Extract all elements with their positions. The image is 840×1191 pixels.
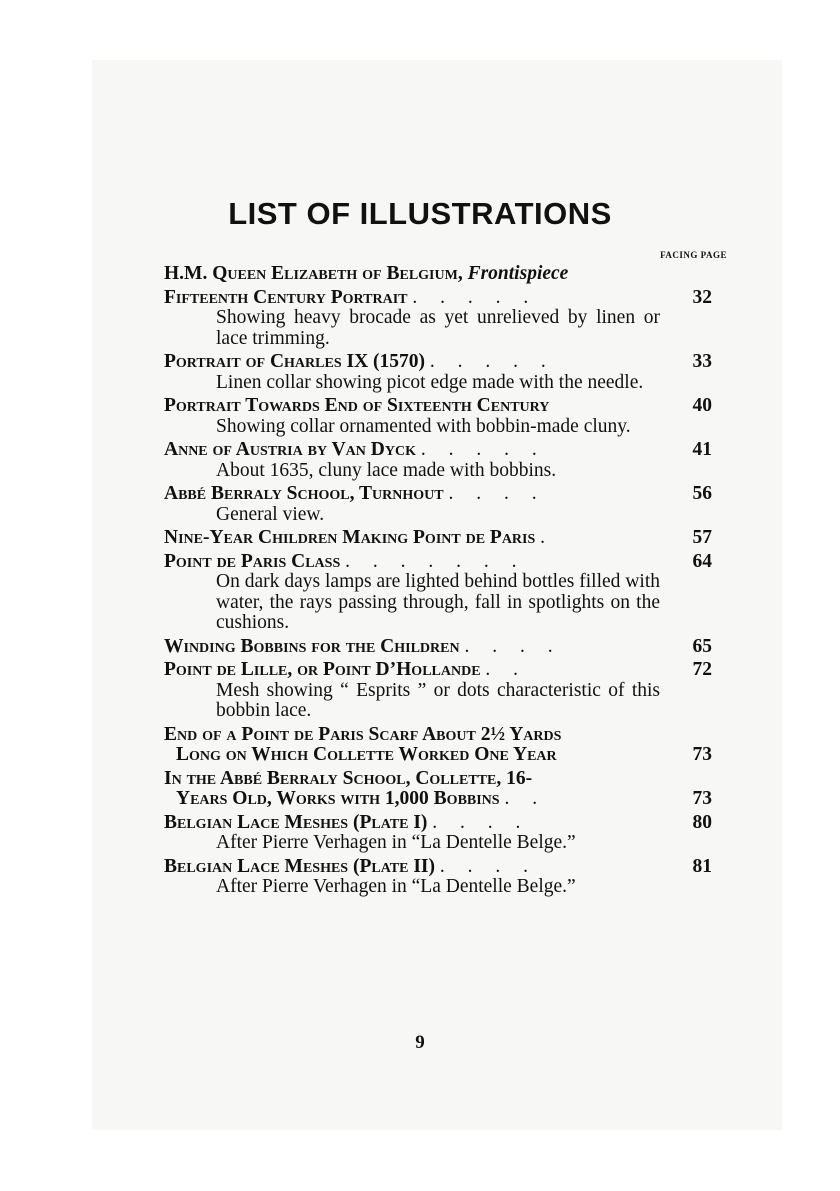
- entry-title: Belgian Lace Meshes (Plate I): [164, 811, 428, 833]
- page-number: 41: [692, 439, 712, 460]
- page-number: 73: [692, 744, 712, 765]
- entry-description: On dark days lamps are lighted behind bottles filled with water, the rays passing through, fall in spotlights on the cushions.: [216, 571, 660, 633]
- illustration-list: [164, 264, 712, 901]
- entry-title: Abbé Berraly School, Turnhout: [164, 483, 444, 504]
- entry-description: General view.: [216, 503, 325, 525]
- entry-title: Fifteenth Century Portrait: [164, 286, 408, 308]
- list-item: [164, 857, 712, 898]
- list-item: [164, 288, 712, 350]
- leader-dots: . .: [504, 788, 547, 809]
- entry-title: Point de Lille, or Point D’Hollande: [164, 659, 481, 680]
- leader-dots: . .: [485, 659, 528, 680]
- page-number: 73: [692, 788, 712, 809]
- entry-description: Mesh showing “ Esprits ” or dots characteristic of this bobbin lace.: [216, 679, 660, 721]
- entry-description: After Pierre Verhagen in “La Dentelle Belge.”: [216, 832, 576, 853]
- entry-title: H.M. Queen Elizabeth of Belgium,: [164, 263, 463, 284]
- page-number: 81: [692, 855, 712, 877]
- entry-description: After Pierre Verhagen in “La Dentelle Belge.”: [216, 876, 576, 897]
- list-item: [164, 637, 712, 658]
- list-item: [164, 352, 712, 393]
- list-item: [164, 440, 712, 481]
- entry-title-continued: Long on Which Collette Worked One Year: [176, 744, 557, 765]
- list-item: [164, 660, 712, 722]
- leader-dots: . . . .: [448, 483, 546, 504]
- list-item: [164, 769, 712, 810]
- page-number: 32: [692, 286, 712, 308]
- entry-title: Belgian Lace Meshes (Plate II): [164, 855, 436, 877]
- list-item: [164, 725, 712, 766]
- entry-title: Winding Bobbins for the Children: [164, 635, 460, 657]
- entry-title: Point de Paris Class: [164, 550, 341, 572]
- list-item: [164, 552, 712, 634]
- page-number: 40: [692, 395, 712, 416]
- page-folio-number: 9: [415, 1032, 425, 1053]
- entry-title-continued: Years Old, Works with 1,000 Bobbins: [176, 788, 500, 809]
- entry-title: In the Abbé Berraly School, Collette, 16-: [164, 767, 533, 789]
- leader-dots: . . . . .: [420, 439, 546, 460]
- entry-title-italic: Frontispiece: [467, 263, 569, 284]
- entry-title: Nine-Year Children Making Point de Paris: [164, 527, 536, 548]
- list-item: [164, 484, 712, 525]
- page-number: 72: [692, 659, 712, 680]
- page-number: 80: [692, 811, 712, 833]
- entry-title: Portrait of Charles IX (1570): [164, 351, 426, 372]
- list-item: [164, 264, 712, 285]
- page-title: LIST OF ILLUSTRATIONS: [228, 196, 612, 231]
- leader-dots: . . . . . . .: [345, 550, 526, 572]
- leader-dots: . . . .: [432, 811, 530, 833]
- page-number: 56: [692, 483, 712, 504]
- entry-description: Linen collar showing picot edge made with the needle.: [216, 371, 644, 393]
- entry-description: Showing collar ornamented with bobbin-made cluny.: [216, 415, 631, 437]
- leader-dots: . . . .: [439, 855, 538, 877]
- page-number: 33: [692, 351, 712, 372]
- entry-description: Showing heavy brocade as yet unrelieved by linen or lace trimming.: [216, 307, 660, 349]
- list-item: [164, 813, 712, 854]
- entry-title: End of a Point de Paris Scarf About 2½ Yards: [164, 723, 562, 745]
- page-number: 65: [692, 635, 712, 657]
- facing-page-label: FACING PAGE: [660, 250, 727, 260]
- page-number: 57: [692, 527, 712, 548]
- entry-description: About 1635, cluny lace made with bobbins.: [216, 459, 557, 481]
- leader-dots: . . . .: [464, 635, 562, 657]
- leader-dots: . . . . .: [429, 351, 555, 372]
- list-item: [164, 528, 712, 549]
- entry-title: Anne of Austria by Van Dyck: [164, 439, 416, 460]
- list-item: [164, 396, 712, 437]
- entry-title: Portrait Towards End of Sixteenth Century: [164, 395, 550, 416]
- leader-dots: . . . . .: [412, 286, 538, 308]
- page-number: 64: [692, 550, 712, 572]
- leader-dots: .: [540, 527, 555, 548]
